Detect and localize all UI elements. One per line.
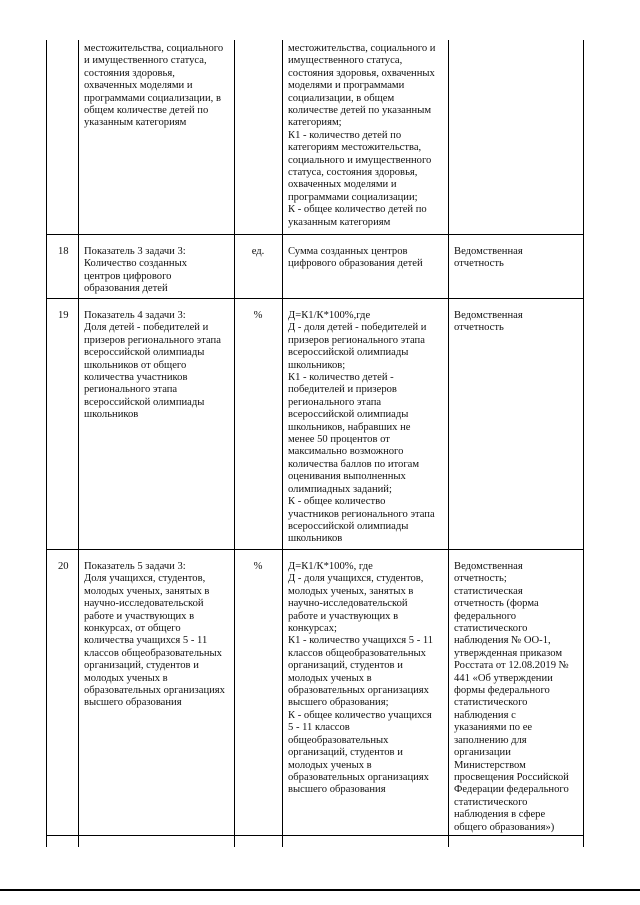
unit-19: % — [253, 310, 263, 321]
formula-20: Д=К1/К*100%, где Д - доля учащихся, студентов, молодых ученых, занятых в научно-исследовательской работе и участвующих в конкурсах; К1 - количество учащихся 5 - 11 классов общеобразовательных организаций, студентов и молодых ученых в образовательных организациях высшего образования; К - общее количество учащихся 5 - 11 классов общеобразовательных организаций, студентов и молодых ученых в образовательных организациях высшего образования — [288, 561, 434, 796]
row-number-19: 19 — [58, 310, 69, 321]
formula-19: Д=К1/К*100%,где Д - доля детей - победителей и призеров регионального этапа всероссийской олимпиады школьников; К1 - количество детей - победителей и призеров регионального этапа всероссийской олимпиады школьников, набравших не менее 50 процентов от максимально возможного количества баллов по итогам оценивания выполненных олимпиадных заданий; К - общее количество участников регионального этапа всероссийской олимпиады школьников — [288, 310, 435, 545]
indicator-name-18: Показатель 3 задачи 3: Количество созданных центров цифрового образования детей — [84, 246, 187, 295]
indicator-name-cont: местожительства, социального и имущественного статуса, состояния здоровья, охваченных моделями и программами социализации, в общем количестве детей по указанным категориям — [84, 43, 224, 129]
row-separator — [46, 234, 583, 235]
table-divider-col4 — [448, 40, 449, 847]
row-number-18: 18 — [58, 246, 69, 257]
source-20: Ведомственная отчетность; статистическая отчетность (форма федерального статистического наблюдения № ОО-1, утвержденная приказом Росстата от 12.08.2019 № 441 «Об утверждении формы федерального статистического наблюдения с указаниями по ее заполнению для организации Министерством просвещения Российской Федерации федерального статистического наблюдения в сфере общего образования») — [454, 561, 569, 833]
source-19: Ведомственная отчетность — [454, 310, 523, 334]
page-bottom-rule — [0, 889, 640, 891]
table-divider-col1 — [78, 40, 79, 847]
row-number-20: 20 — [58, 561, 69, 572]
formula-18: Сумма созданных центров цифрового образования детей — [288, 246, 423, 270]
table-border-left — [46, 40, 47, 847]
unit-18: ед. — [251, 246, 265, 257]
row-separator — [46, 298, 583, 299]
table-divider-col3 — [282, 40, 283, 847]
source-18: Ведомственная отчетность — [454, 246, 523, 270]
table-divider-col2 — [234, 40, 235, 847]
table-border-right — [583, 40, 584, 847]
formula-cont: местожительства, социального и имущественного статуса, состояния здоровья, охваченных моделями и программами социализации, в общем количестве детей по указанным категориям; К1 - количество детей по категориям местожительства, социального и имущественного статуса, состояния здоровья, охваченных моделями и программами социализации; К - общее количество детей по указанным категориям — [288, 43, 436, 228]
row-separator — [46, 835, 583, 836]
indicator-name-20: Показатель 5 задачи 3: Доля учащихся, студентов, молодых ученых, занятых в научно-исследовательской работе и участвующих в конкурсах, от общего количества учащихся 5 - 11 классов общеобразовательных организаций, студентов и молодых ученых в образовательных организациях высшего образования — [84, 561, 225, 709]
row-separator — [46, 549, 583, 550]
unit-20: % — [253, 561, 263, 572]
indicator-name-19: Показатель 4 задачи 3: Доля детей - победителей и призеров регионального этапа всероссийской олимпиады школьников от общего количества участников регионального этапа всероссийской олимпиады школьников — [84, 310, 221, 421]
